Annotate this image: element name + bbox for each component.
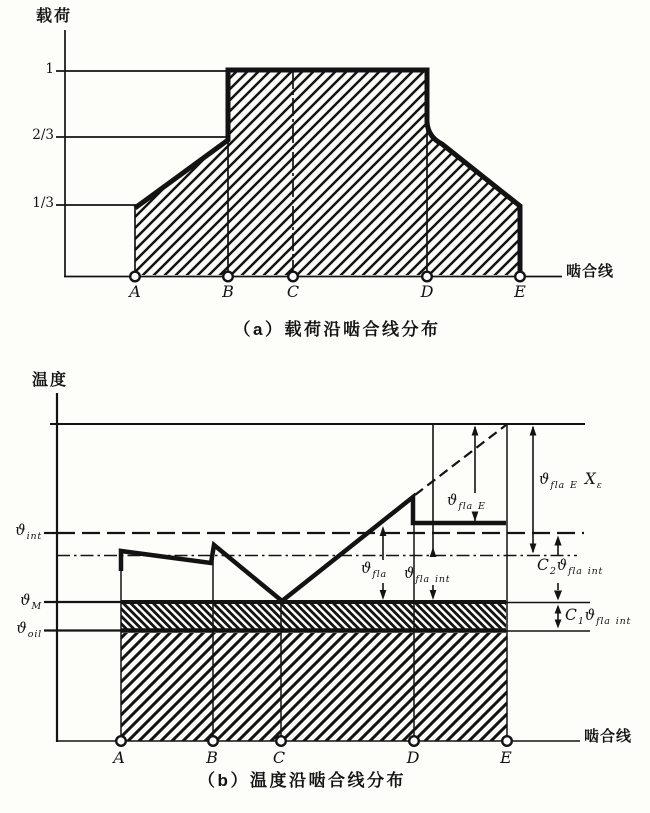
c1-theta-fla-int-label: $C_1ϑ_{fla}$ $_{int}$: [565, 606, 632, 627]
bulk-temp-band-hatch: [121, 604, 506, 629]
chart-a-ytick-13: 1/3: [32, 195, 54, 211]
point-label-c: C: [272, 748, 286, 767]
theta-fla-E-Xe-label: $ϑ_{fla}$ $_E$ $X_\varepsilon$: [539, 470, 603, 491]
point-label-b: B: [206, 748, 218, 767]
chart-a-caption: （a）载荷沿啮合线分布: [233, 320, 441, 339]
chart-a-ytick-23: 2/3: [32, 127, 54, 143]
point-label-b: B: [222, 282, 234, 301]
point-label-a: A: [129, 282, 141, 301]
temperature-plot-canvas: [0, 345, 650, 813]
theta-M-label: $ϑ_M$: [20, 593, 42, 612]
chart-a-xlabel: 啮合线: [566, 263, 615, 280]
chart-a-ytick-1: 1: [45, 61, 54, 77]
theta-oil-label: $ϑ_{oil}$: [16, 621, 42, 640]
chart-a-ylabel: 载荷: [36, 8, 73, 25]
dimension-arrowheads: [380, 426, 562, 629]
c2-theta-fla-int-label: $C_2ϑ_{fla}$ $_{int}$: [537, 556, 604, 577]
point-label-d: D: [420, 282, 434, 301]
theta-fla-int-label: $ϑ_{fla}$ $_{int}$: [404, 566, 451, 585]
point-label-e: E: [514, 282, 526, 301]
chart-b-xlabel: 啮合线: [584, 728, 633, 745]
load-area-hatch: [135, 70, 520, 275]
point-label-a: A: [113, 748, 125, 767]
point-label-d: D: [406, 748, 420, 767]
theta-int-label: $ϑ_{int}$: [15, 523, 42, 542]
load-plot-canvas: [0, 0, 650, 345]
temperature-curve: [121, 497, 506, 601]
chart-b-ylabel: 温度: [32, 372, 69, 389]
theta-fla-label: $ϑ_{fla}$: [361, 561, 387, 580]
theta-fla-E-label: $ϑ_{fla}$ $_E$: [447, 493, 486, 512]
oil-temp-lower-hatch: [121, 633, 507, 741]
flash-dashed-extension: [415, 425, 506, 495]
point-label-c: C: [286, 282, 300, 301]
chart-b-caption: （b）温度沿啮合线分布: [198, 771, 406, 790]
point-label-e: E: [500, 748, 512, 767]
